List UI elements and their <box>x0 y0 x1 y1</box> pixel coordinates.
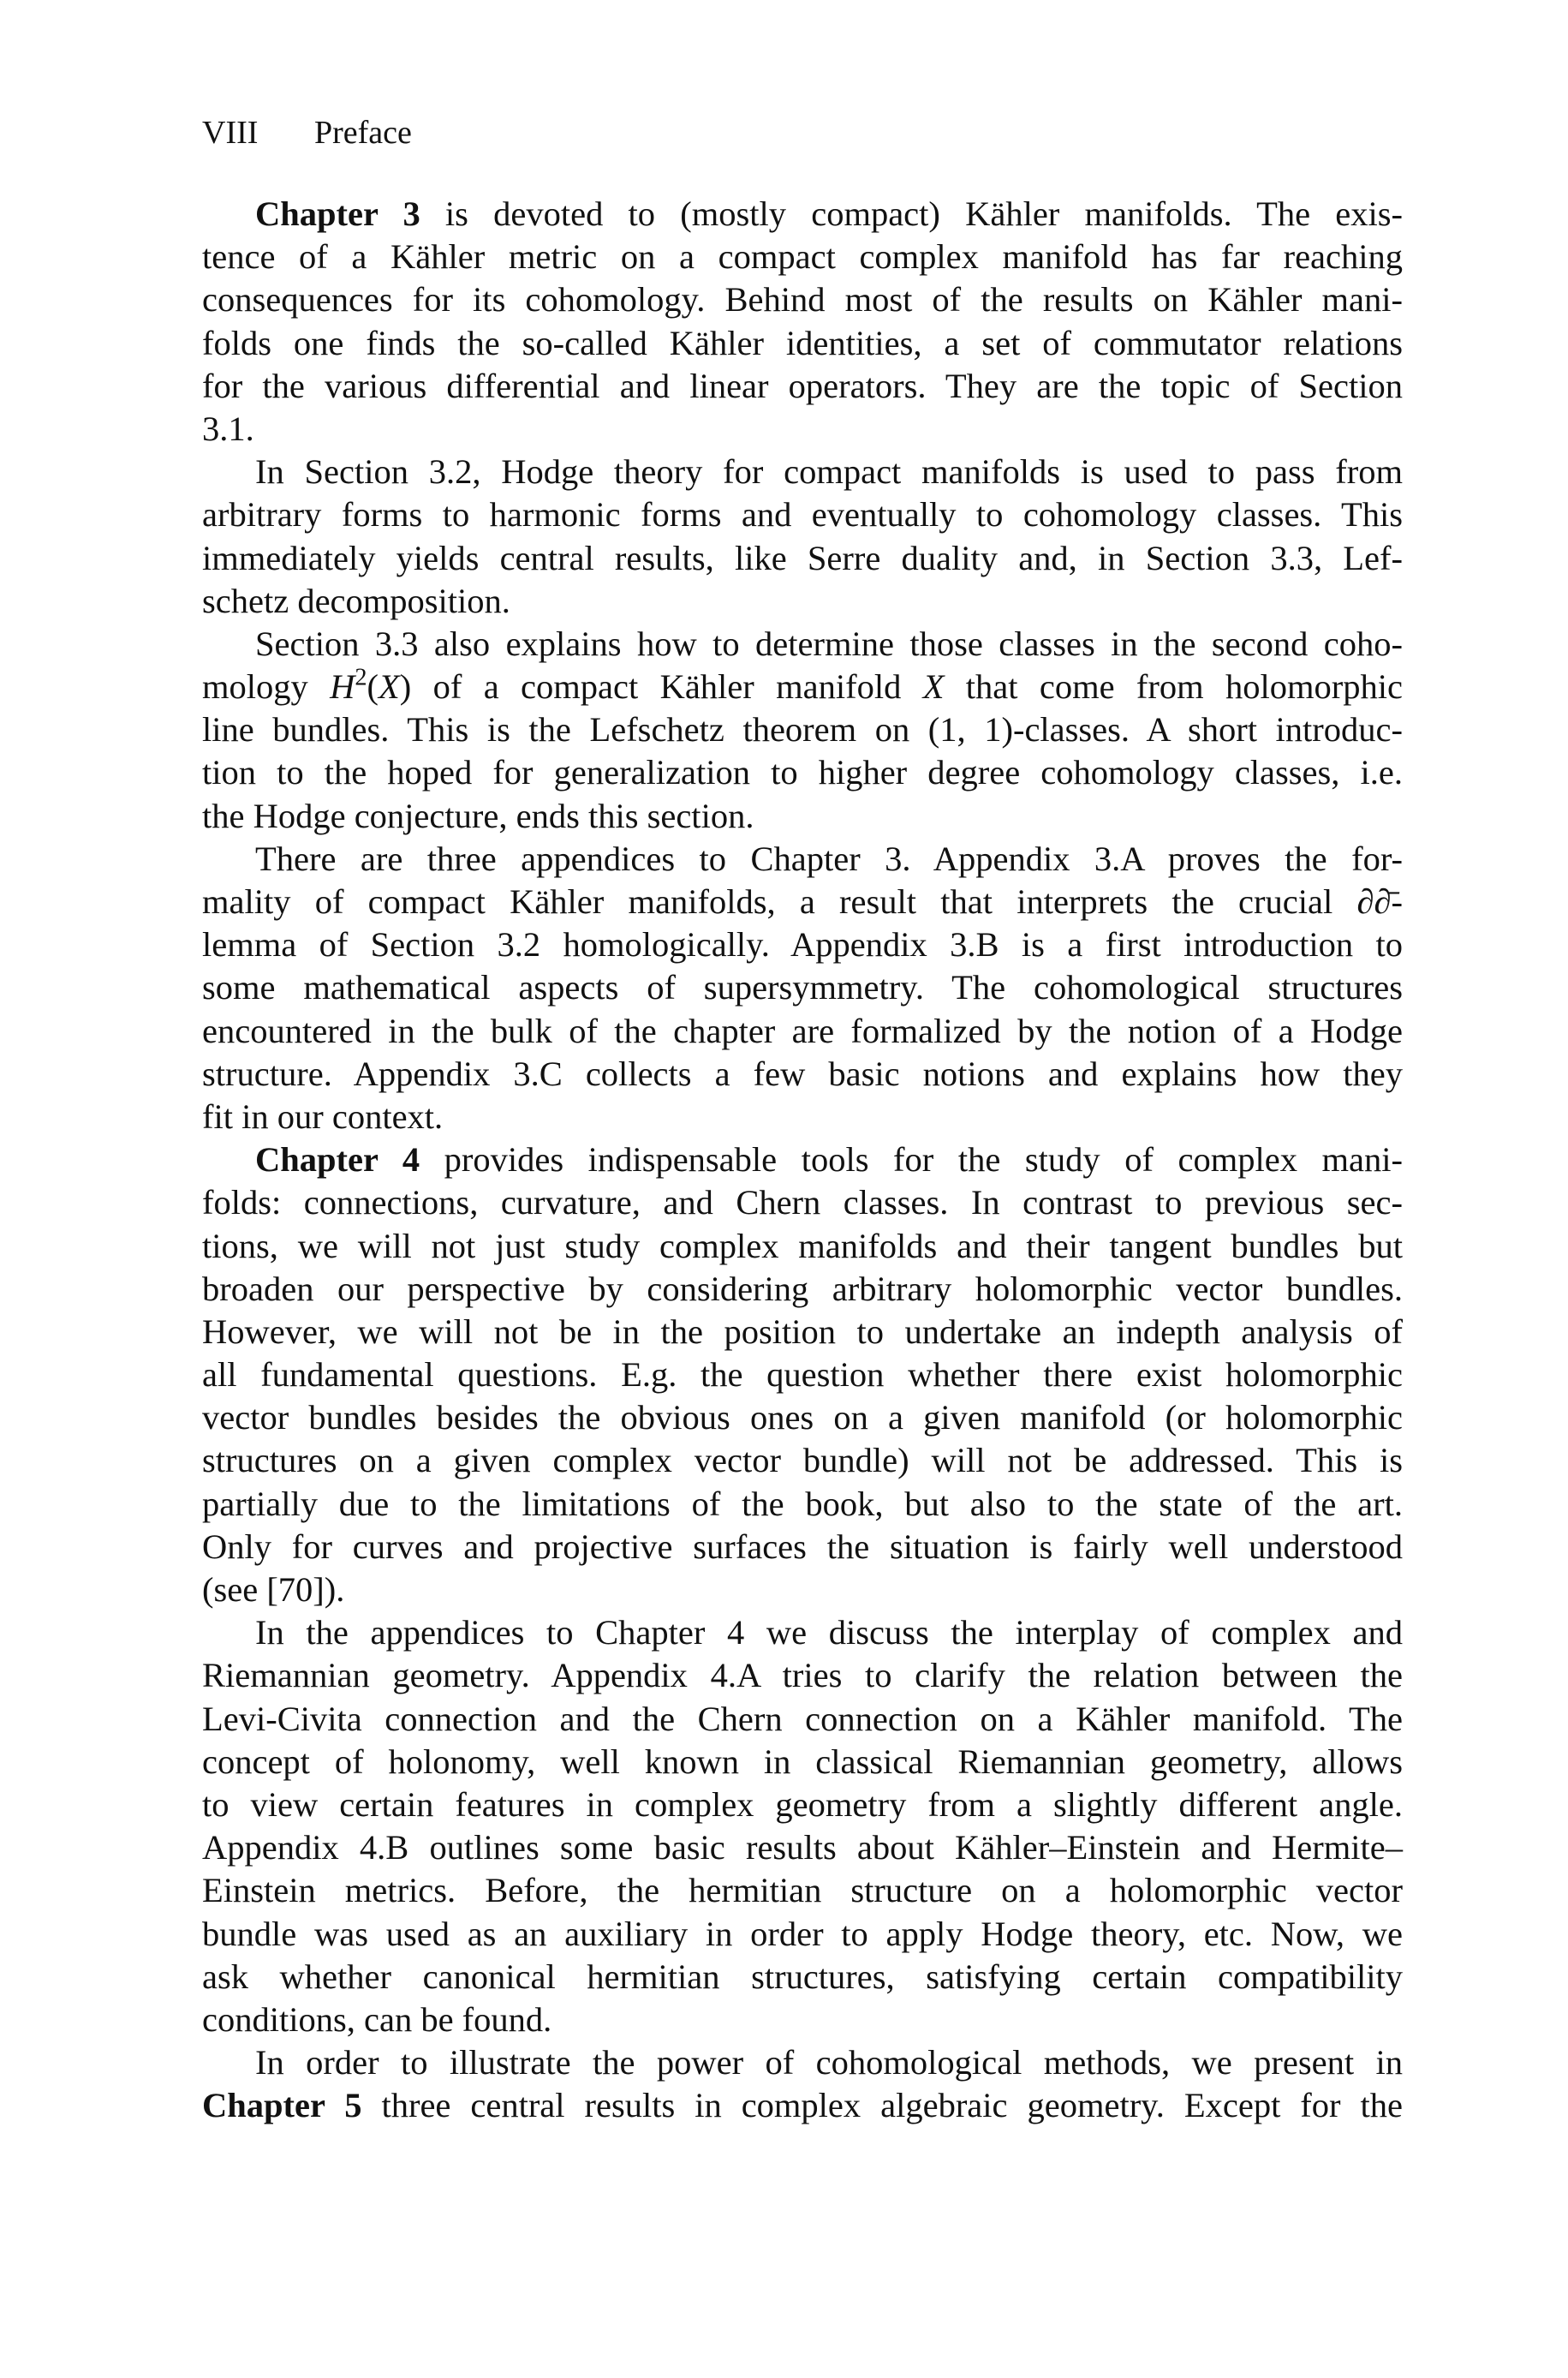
text-line <box>202 1869 1403 1912</box>
paragraph <box>202 1611 1403 2041</box>
text-line <box>202 795 1403 838</box>
text-segment: provides indispensable tools for the study of complex mani- <box>420 1140 1403 1180</box>
bold-text: Chapter 5 <box>202 2086 362 2125</box>
text-segment: ) of a compact Kähler manifold <box>399 667 923 707</box>
text-segment: mality of compact Kähler manifolds, a result that interprets the crucial <box>202 882 1357 921</box>
text-line <box>202 408 1403 451</box>
text-segment: mology <box>202 667 331 707</box>
text-line <box>202 1826 1403 1869</box>
paragraph <box>202 838 1403 1138</box>
text-segment: that come from holomorphic <box>944 667 1403 707</box>
text-segment: arbitrary forms to harmonic forms and eventually to cohomology classes. This <box>202 495 1403 535</box>
paragraph <box>202 2041 1403 2127</box>
text-segment: In Section 3.2, Hodge theory for compact manifolds is used to pass from <box>255 452 1403 492</box>
text-segment: Einstein metrics. Before, the hermitian structure on a holomorphic vector <box>202 1871 1403 1910</box>
text-segment: partially due to the limitations of the book, but also to the state of the art. <box>202 1484 1403 1523</box>
text-line <box>202 193 1403 236</box>
text-segment: tion to the hoped for generalization to higher degree cohomology classes, i.e. <box>202 753 1403 792</box>
text-line <box>202 1913 1403 1956</box>
text-segment: In the appendices to Chapter 4 we discuss the interplay of complex and <box>255 1613 1403 1652</box>
text-line <box>202 666 1403 708</box>
text-line <box>202 1439 1403 1482</box>
bold-text: Chapter 3 <box>255 194 420 233</box>
text-line <box>202 493 1403 536</box>
text-segment: some mathematical aspects of supersymmetry. The cohomological structures <box>202 968 1403 1007</box>
text-segment: structure. Appendix 3.C collects a few basic notions and explains how they <box>202 1054 1403 1093</box>
text-segment: all fundamental questions. E.g. the question whether there exist holomorphic <box>202 1355 1403 1395</box>
text-line <box>202 365 1403 408</box>
text-line <box>202 1784 1403 1826</box>
text-line <box>202 1353 1403 1396</box>
text-segment: schetz decomposition. <box>202 581 510 620</box>
text-line <box>202 1311 1403 1353</box>
math-text: H <box>330 667 355 707</box>
text-line <box>202 451 1403 493</box>
text-segment: encountered in the bulk of the chapter are formalized by the notion of a Hodge <box>202 1011 1403 1050</box>
text-segment: tions, we will not just study complex manifolds and their tangent bundles but <box>202 1226 1403 1265</box>
text-segment: line bundles. This is the Lefschetz theorem on (1, 1)-classes. A short introduc- <box>202 710 1403 750</box>
text-line <box>202 1268 1403 1311</box>
running-header <box>202 111 412 154</box>
text-line <box>202 1956 1403 1999</box>
text-segment: In order to illustrate the power of cohomological methods, we present in <box>255 2043 1403 2082</box>
text-segment: folds: connections, curvature, and Chern classes. In contrast to previous sec- <box>202 1183 1403 1222</box>
text-line <box>202 1010 1403 1053</box>
math-text: ∂∂̄ <box>1356 882 1392 921</box>
text-line <box>202 1483 1403 1526</box>
text-segment: for the various differential and linear operators. They are the topic of Section <box>202 366 1403 405</box>
text-segment: lemma of Section 3.2 homologically. Appendix 3.B is a first introduction to <box>202 925 1403 965</box>
text-segment: Section 3.3 also explains how to determine those classes in the second coho- <box>255 624 1403 663</box>
text-segment: is devoted to (mostly compact) Kähler manifolds. The exis- <box>420 194 1403 233</box>
math-text: 2 <box>355 664 367 691</box>
text-segment: immediately yields central results, like Serre duality and, in Section 3.3, Lef- <box>202 538 1403 577</box>
text-line <box>202 1053 1403 1096</box>
text-line <box>202 1225 1403 1268</box>
text-segment: bundle was used as an auxiliary in order to apply Hodge theory, etc. Now, we <box>202 1914 1403 1953</box>
text-segment: broaden our perspective by considering arbitrary holomorphic vector bundles. <box>202 1269 1403 1308</box>
text-line <box>202 923 1403 966</box>
text-segment: the Hodge conjecture, ends this section. <box>202 796 754 835</box>
bold-text: Chapter 4 <box>255 1140 420 1180</box>
text-line <box>202 537 1403 580</box>
text-segment: Appendix 4.B outlines some basic results about Kähler–Einstein and Hermite– <box>202 1828 1403 1867</box>
text-line <box>202 751 1403 794</box>
text-segment: structures on a given complex vector bundle) will not be addressed. This is <box>202 1441 1403 1480</box>
text-segment: folds one finds the so-called Kähler identities, a set of commutator relations <box>202 323 1403 362</box>
paragraph <box>202 623 1403 838</box>
text-segment: However, we will not be in the position to undertake an indepth analysis of <box>202 1311 1403 1351</box>
text-line <box>202 1741 1403 1784</box>
page-number: VIII <box>202 115 259 151</box>
text-segment: concept of holonomy, well known in classical Riemannian geometry, allows <box>202 1742 1403 1781</box>
text-line <box>202 881 1403 923</box>
math-text: X <box>922 667 945 707</box>
paragraph <box>202 193 1403 451</box>
text-segment: consequences for its cohomology. Behind most of the results on Kähler mani- <box>202 280 1403 320</box>
text-segment: Riemannian geometry. Appendix 4.A tries to clarify the relation between the <box>202 1656 1403 1695</box>
text-line <box>202 708 1403 751</box>
text-segment: Only for curves and projective surfaces the situation is fairly well understood <box>202 1527 1403 1566</box>
text-line <box>202 1611 1403 1654</box>
math-text: X <box>379 667 400 707</box>
text-line <box>202 623 1403 666</box>
text-segment: tence of a Kähler metric on a compact complex manifold has far reaching <box>202 237 1403 277</box>
text-line <box>202 2084 1403 2127</box>
text-line <box>202 1698 1403 1741</box>
text-line <box>202 322 1403 365</box>
text-segment: fit in our context. <box>202 1096 444 1136</box>
text-line <box>202 1096 1403 1138</box>
text-line <box>202 278 1403 321</box>
text-line <box>202 966 1403 1009</box>
paragraph <box>202 451 1403 623</box>
text-line <box>202 1396 1403 1439</box>
text-line <box>202 1999 1403 2041</box>
text-segment: Levi-Civita connection and the Chern connection on a Kähler manifold. The <box>202 1699 1403 1738</box>
text-segment: conditions, can be found. <box>202 1999 552 2039</box>
text-line <box>202 1138 1403 1181</box>
text-segment: There are three appendices to Chapter 3. Appendix 3.A proves the for- <box>255 839 1403 878</box>
text-segment: vector bundles besides the obvious ones on a given manifold (or holomorphic <box>202 1398 1403 1437</box>
body-text <box>202 193 1403 2127</box>
text-segment: - <box>1391 882 1403 921</box>
text-line <box>202 1526 1403 1568</box>
running-title: Preface <box>314 115 412 151</box>
text-line <box>202 1181 1403 1224</box>
text-segment: to view certain features in complex geometry from a slightly different angle. <box>202 1784 1403 1824</box>
text-line <box>202 1654 1403 1697</box>
text-line <box>202 580 1403 623</box>
text-segment: (see [70]). <box>202 1570 345 1609</box>
text-segment: ( <box>367 667 379 707</box>
text-segment: three central results in complex algebraic geometry. Except for the <box>361 2086 1403 2125</box>
paragraph <box>202 1138 1403 1611</box>
text-segment: ask whether canonical hermitian structures, satisfying certain compatibility <box>202 1957 1403 1996</box>
text-line <box>202 2041 1403 2084</box>
text-line <box>202 1568 1403 1611</box>
text-line <box>202 838 1403 881</box>
text-segment: 3.1. <box>202 409 254 448</box>
text-line <box>202 236 1403 278</box>
